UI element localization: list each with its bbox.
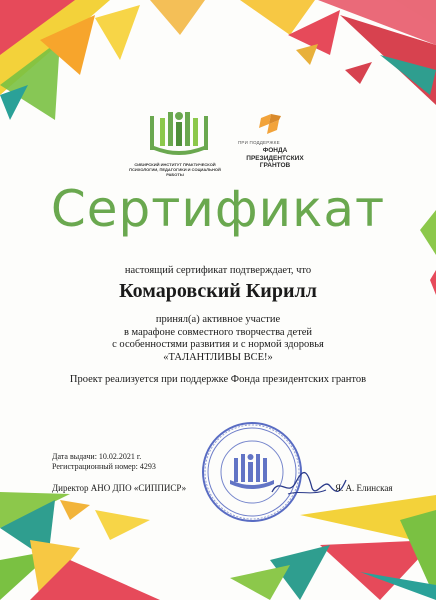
description-line: в марафоне совместного творчества детей xyxy=(123,326,313,338)
certificate-title: Сертификат xyxy=(50,180,386,238)
fund-name: ФОНДА ПРЕЗИДЕНТСКИХ ГРАНТОВ xyxy=(246,147,304,169)
confirmation-text: настоящий сертификат подтверждает, что xyxy=(124,265,312,276)
deco-shape xyxy=(345,62,372,84)
description-line: принял(а) активное участие xyxy=(155,314,281,325)
registration-number: Регистрационный номер: 4293 xyxy=(52,462,156,471)
director-title: Директор АНО ДПО «СИППИСР» xyxy=(52,483,187,493)
deco-shape xyxy=(60,500,90,520)
deco-shape xyxy=(150,0,205,35)
description-line: «ТАЛАНТЛИВЫ ВСЕ!» xyxy=(163,351,273,363)
institute-logo-caption: СИБИРСКИЙ ИНСТИТУТ ПРАКТИЧЕСКОЙ ПСИХОЛОГИИ, ПЕДАГОГИКИ И СОЦИАЛЬНОЙ РАБОТЫ xyxy=(129,162,221,177)
director-name: Я. А. Елинская xyxy=(335,483,393,493)
description-line: с особенностями развития и с нормой здоровья xyxy=(112,339,324,350)
fund-prefix: ПРИ ПОДДЕРЖКЕ xyxy=(238,140,280,145)
deco-shape xyxy=(296,44,318,65)
recipient-name: Комаровский Кирилл xyxy=(119,280,317,302)
participation-description xyxy=(0,314,436,364)
issue-date: Дата выдачи: 10.02.2021 г. xyxy=(52,452,142,461)
deco-shape xyxy=(95,510,150,540)
project-note: Проект реализуется при поддержке Фонда президентских грантов xyxy=(69,374,367,385)
institute-logo-icon xyxy=(148,108,210,160)
deco-shape xyxy=(230,565,290,600)
deco-shape xyxy=(95,5,140,60)
presidential-grants-fund-logo-icon xyxy=(257,114,283,138)
